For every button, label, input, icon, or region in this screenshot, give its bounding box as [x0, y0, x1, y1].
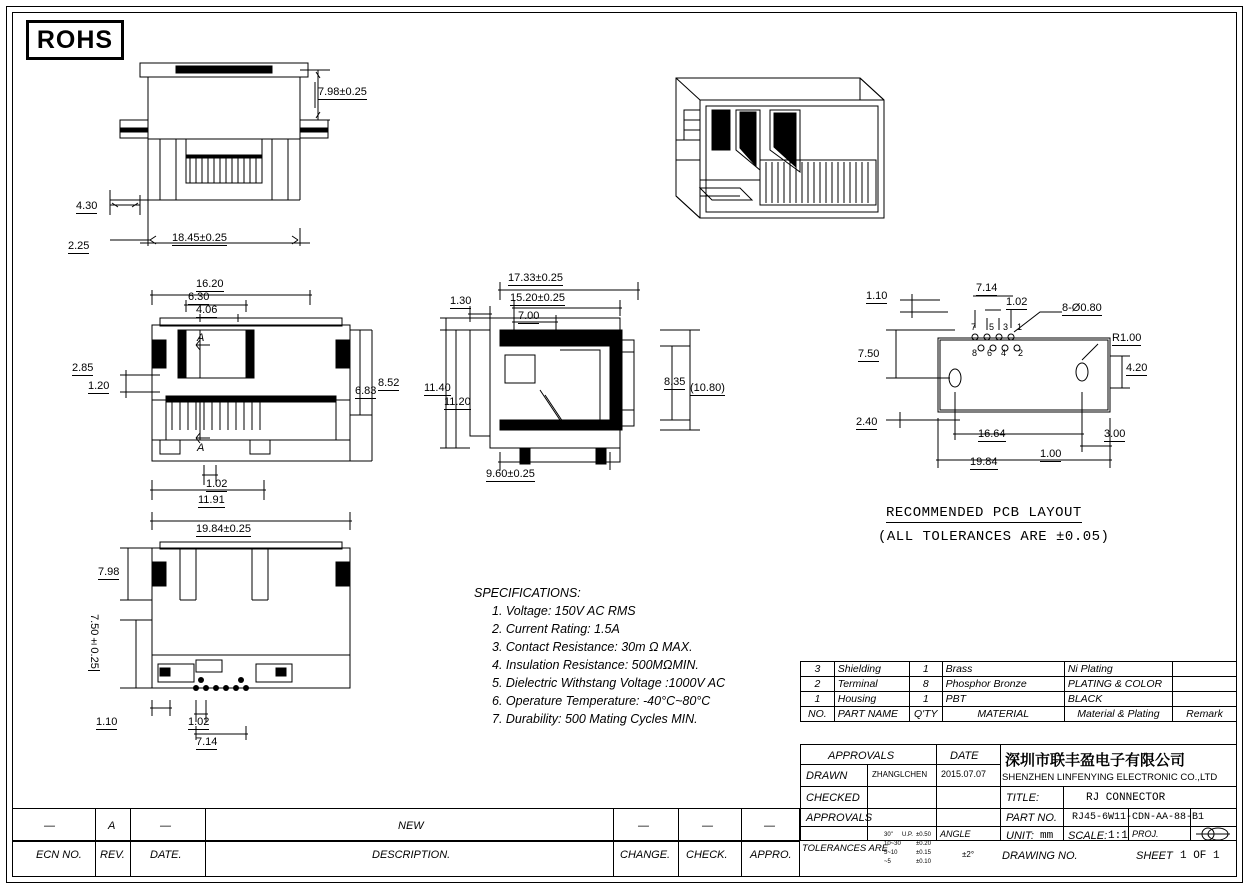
bom-header-no: NO.: [801, 707, 835, 722]
pin-number-4: 4: [1001, 348, 1007, 358]
dim-bot-7-98: 7.98: [98, 566, 120, 578]
bom-header-remark: Remark: [1173, 707, 1237, 722]
pin-number-1: 1: [1017, 322, 1023, 332]
tb-unit-value: mm: [1040, 830, 1054, 842]
dim-top-1-02: 1.02: [206, 478, 228, 490]
spec-item-4: 4. Insulation Resistance: 500MΩMIN.: [492, 658, 699, 672]
rev-header-change: CHANGE.: [620, 849, 671, 861]
rev-col-5: [678, 808, 679, 877]
bom-material-2: Phosphor Bronze: [942, 677, 1064, 692]
bom-material-1: PBT: [942, 692, 1064, 707]
dim-front-7-98: 7.98±0.25: [318, 86, 367, 98]
rev-header-appro: APPRO.: [750, 849, 792, 861]
dim-bot-1-02: 1.02: [188, 716, 210, 728]
spec-item-1: 1. Voltage: 150V AC RMS: [492, 604, 636, 618]
rev-row-date: —: [160, 820, 171, 832]
dim-top-11-91: 11.91: [198, 494, 225, 506]
bom-qty-1: 1: [909, 692, 942, 707]
dim-pcb-4-20: 4.20: [1126, 362, 1148, 374]
bom-plating-2: PLATING & COLOR: [1064, 677, 1172, 692]
rev-row-ecn: —: [44, 820, 55, 832]
pin-number-7: 7: [971, 322, 977, 332]
spec-item-2: 2. Current Rating: 1.5A: [492, 622, 620, 636]
table-row: [801, 662, 1237, 677]
dim-front-4-30: 4.30: [76, 200, 98, 212]
tol-a-2: 5~10: [884, 850, 898, 856]
dim-pcb-19-84: 19.84: [970, 456, 998, 468]
dim-top-16-20: 16.20: [196, 278, 224, 290]
pin-number-8: 8: [972, 348, 978, 358]
bom-qty-2: 8: [909, 677, 942, 692]
rev-row-appro: —: [764, 820, 775, 832]
company-name-en: SHENZHEN LINFENYING ELECTRONIC CO.,LTD: [1002, 772, 1218, 783]
tol-a-1: 10~30: [884, 841, 901, 847]
tb-partno-value: RJ45-6W11-CDN-AA-88-B1: [1072, 812, 1205, 823]
dim-pcb-2-40: 2.40: [856, 416, 878, 428]
table-header-row: [801, 707, 1237, 722]
rev-col-3: [205, 808, 206, 877]
dim-sec-8-35: 8.35: [664, 376, 686, 388]
pcb-layout-subtitle: (ALL TOLERANCES ARE ±0.05): [878, 529, 1110, 545]
tb-partno-label: PART NO.: [1006, 812, 1057, 824]
tol-a-0: 30": [884, 832, 893, 838]
bom-qty-3: 1: [909, 662, 942, 677]
tol-c-1: ±0.20: [916, 841, 931, 847]
tb-tolerances-label: TOLERANCES ARE: [802, 843, 889, 854]
dim-pcb-7-14: 7.14: [976, 282, 998, 294]
dim-bot-1-10: 1.10: [96, 716, 118, 728]
rev-row-description: NEW: [398, 820, 424, 832]
pin-number-3: 3: [1003, 322, 1009, 332]
dim-pcb-3-00: 3.00: [1104, 428, 1126, 440]
tb-sheet-label: SHEET: [1136, 850, 1173, 862]
dim-top-6-83: 6.83: [355, 385, 377, 397]
dim-sec-9-60: 9.60±0.25: [486, 468, 535, 480]
rev-header-check: CHECK.: [686, 849, 728, 861]
dim-pcb-1-00: 1.00: [1040, 448, 1062, 460]
dim-top-4-06: 4.06: [196, 304, 218, 316]
bom-partname-1: Housing: [834, 692, 909, 707]
bom-remark-1: [1173, 692, 1237, 707]
tb-line-5: [867, 764, 868, 841]
tb-title-value: RJ CONNECTOR: [1086, 792, 1166, 804]
pcb-layout-title: RECOMMENDED PCB LAYOUT: [886, 506, 1082, 523]
rev-header-rev: REV.: [100, 849, 125, 861]
pin-number-6: 6: [987, 348, 993, 358]
tb-approvals-label: APPROVALS: [828, 750, 895, 762]
tb-line-6: [936, 744, 937, 841]
section-marker-a-bottom: A: [197, 442, 205, 454]
dim-sec-10-80: (10.80): [690, 382, 725, 394]
rev-col-4: [613, 808, 614, 877]
bom-plating-3: Ni Plating: [1064, 662, 1172, 677]
dim-top-8-52: 8.52: [378, 377, 400, 389]
rev-row-check: —: [702, 820, 713, 832]
spec-item-5: 5. Dielectric Withstang Voltage :1000V AC: [492, 676, 726, 690]
table-row: [801, 677, 1237, 692]
bom-no-2: 2: [801, 677, 835, 692]
rev-col-2: [130, 808, 131, 877]
tb-sheet-value: 1 OF 1: [1180, 850, 1220, 862]
dim-top-1-20: 1.20: [88, 380, 110, 392]
rev-header-date: DATE.: [150, 849, 182, 861]
tb-scale-label: SCALE:: [1068, 830, 1108, 842]
dim-sec-7-00: 7.00: [518, 310, 540, 322]
tb-line-8: [1000, 786, 1237, 787]
bom-header-plating: Material & Plating: [1064, 707, 1172, 722]
bom-no-3: 3: [801, 662, 835, 677]
spec-item-6: 6. Operature Temperature: -40°C~80°C: [492, 694, 711, 708]
rev-header-description: DESCRIPTION.: [372, 849, 451, 861]
dim-pcb-16-64: 16.64: [978, 428, 1006, 440]
tb-line-4: [800, 826, 1000, 827]
tol-c-0: ±0.50: [916, 832, 931, 838]
bom-remark-2: [1173, 677, 1237, 692]
tb-checked-label: CHECKED: [806, 792, 860, 804]
dim-pcb-8-hole: 8-Ø0.80: [1062, 302, 1102, 314]
bom-partname-3: Shielding: [834, 662, 909, 677]
bom-no-1: 1: [801, 692, 835, 707]
dim-top-6-30: 6.30: [188, 291, 210, 303]
tol-b-0: U.P.: [902, 832, 913, 838]
tb-approvals2-label: APPROVALS: [806, 812, 873, 824]
tb-line-1: [800, 764, 1000, 765]
tb-angle-value: ±2°: [962, 850, 975, 859]
tb-drawn-date: 2015.07.07: [941, 769, 987, 779]
dim-bot-7-14: 7.14: [196, 736, 218, 748]
pin-number-5: 5: [989, 322, 995, 332]
bom-header-material: MATERIAL: [942, 707, 1064, 722]
section-marker-a-top: A: [197, 332, 205, 344]
bom-material-3: Brass: [942, 662, 1064, 677]
bom-header-partname: PART NAME: [834, 707, 909, 722]
dim-bot-7-50: 7.50±0.25: [88, 614, 100, 669]
dim-top-19-84: 19.84±0.25: [196, 523, 251, 535]
bom-header-qty: Q'TY: [909, 707, 942, 722]
bom-table: [800, 661, 1237, 722]
tb-scale-value: 1:1: [1108, 830, 1128, 842]
pin-number-2: 2: [1018, 348, 1024, 358]
rev-col-1: [95, 808, 96, 877]
dim-pcb-r1-00: R1.00: [1112, 332, 1142, 344]
dim-pcb-7-50: 7.50: [858, 348, 880, 360]
projection-symbol-icon: [1194, 826, 1234, 842]
dim-sec-11-20: 11.20: [444, 396, 471, 408]
spec-item-3: 3. Contact Resistance: 30m Ω MAX.: [492, 640, 693, 654]
tb-drawn-label: DRAWN: [806, 770, 848, 782]
tb-unit-label: UNIT:: [1006, 830, 1034, 842]
dim-pcb-1-10: 1.10: [866, 290, 888, 302]
tb-line-9: [1000, 808, 1237, 809]
rev-col-6: [741, 808, 742, 877]
tb-proj-label: PROJ.: [1132, 829, 1159, 839]
bom-remark-3: [1173, 662, 1237, 677]
tb-drawn-by: ZHANGLCHEN: [872, 770, 928, 779]
spec-item-7: 7. Durability: 500 Mating Cycles MIN.: [492, 712, 698, 726]
bom-plating-1: BLACK: [1064, 692, 1172, 707]
dim-sec-15-20: 15.20±0.25: [510, 292, 565, 304]
dim-sec-17-33: 17.33±0.25: [508, 272, 563, 284]
tb-title-label: TITLE:: [1006, 792, 1040, 804]
tol-a-3: ~5: [884, 859, 891, 865]
tb-angle-label: ANGLE: [940, 829, 971, 839]
rev-row-rev: A: [108, 820, 116, 832]
tol-c-3: ±0.10: [916, 859, 931, 865]
bom-partname-2: Terminal: [834, 677, 909, 692]
tb-line-2: [800, 786, 1000, 787]
tb-drawingno-label: DRAWING NO.: [1002, 850, 1078, 862]
dim-pcb-1-02: 1.02: [1006, 296, 1028, 308]
tb-line-11: [1063, 786, 1064, 841]
dim-sec-11-40: 11.40: [424, 382, 451, 394]
rev-row-change: —: [638, 820, 649, 832]
rohs-label: ROHS: [36, 25, 114, 54]
dim-top-2-85: 2.85: [72, 362, 94, 374]
dim-sec-1-30: 1.30: [450, 295, 472, 307]
tb-line-3: [800, 808, 1000, 809]
company-name-cn: 深圳市联丰盈电子有限公司: [1005, 751, 1186, 769]
tol-c-2: ±0.15: [916, 850, 931, 856]
tb-date-label: DATE: [950, 750, 979, 762]
dim-front-18-45: 18.45±0.25: [172, 232, 227, 244]
specifications-heading: SPECIFICATIONS:: [474, 586, 581, 600]
rev-header-ecn: ECN NO.: [36, 849, 82, 861]
dim-front-2-25: 2.25: [68, 240, 90, 252]
table-row: [801, 692, 1237, 707]
